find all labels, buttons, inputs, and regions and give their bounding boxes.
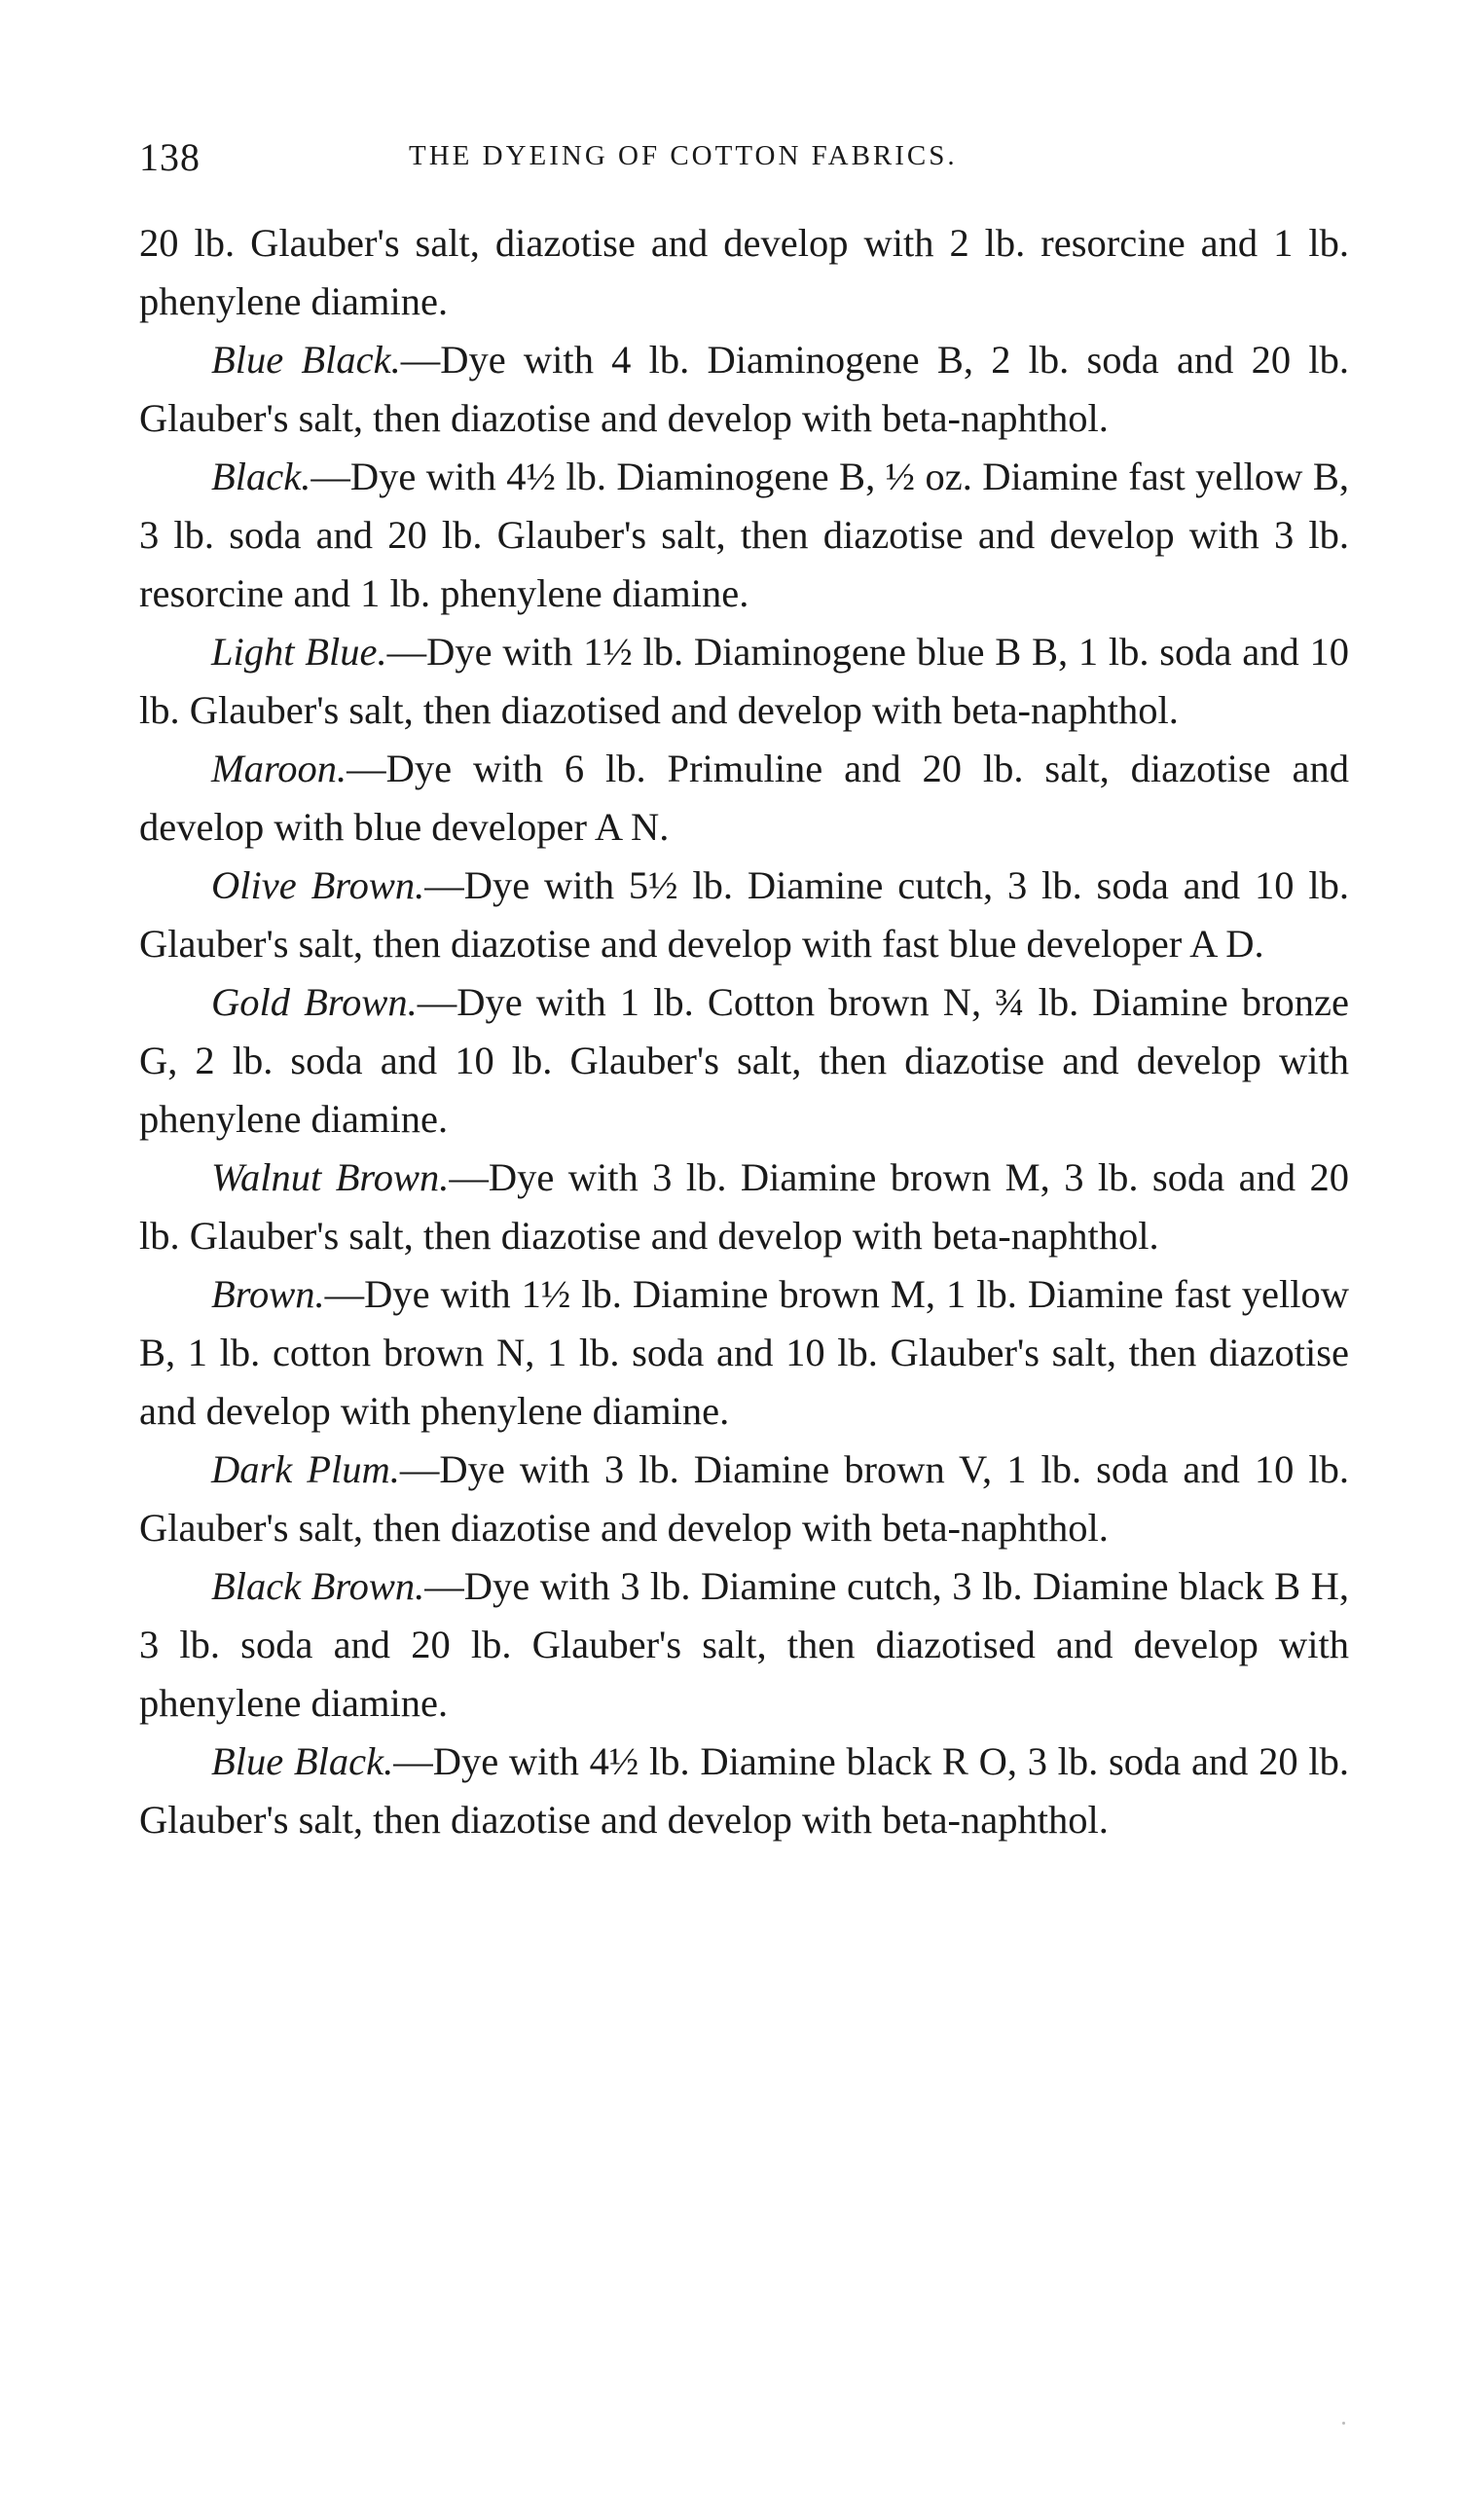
recipe-brown (139, 1265, 1349, 1441)
paragraph-text: 20 lb. Glauber's salt, diazotise and develop with 2 lb. resorcine and 1 lb. phenylene diamine. (139, 221, 1349, 323)
recipe-title: Blue Black. (211, 338, 401, 382)
recipe-title: Olive Brown. (211, 863, 425, 907)
paper-speck (1342, 2422, 1345, 2425)
recipe-text: —Dye with 1½ lb. Diaminogene blue B B, 1 lb. soda and 10 lb. Glauber's salt, then diazotised and develop with beta-naphthol. (139, 630, 1349, 732)
recipe-gold-brown (139, 973, 1349, 1149)
recipe-title: Black. (211, 455, 311, 498)
recipe-title: Gold Brown. (211, 980, 418, 1024)
recipe-title: Black Brown. (211, 1564, 425, 1608)
running-head (139, 134, 1356, 183)
recipe-title: Light Blue. (211, 630, 387, 674)
body-text (139, 214, 1349, 1849)
recipe-olive-brown (139, 857, 1349, 973)
recipe-title: Brown. (211, 1272, 325, 1316)
recipe-text: —Dye with 5½ lb. Diamine cutch, 3 lb. soda and 10 lb. Glauber's salt, then diazotise and develop with fast blue developer A D. (139, 863, 1350, 966)
recipe-title: Dark Plum. (211, 1447, 400, 1491)
recipe-blue-black (139, 331, 1349, 448)
recipe-blue-black-2 (139, 1733, 1349, 1849)
recipe-text: —Dye with 6 lb. Primuline and 20 lb. salt, diazotise and develop with blue developer A N. (139, 747, 1349, 849)
recipe-walnut-brown (139, 1149, 1349, 1265)
recipe-text: —Dye with 1 lb. Cotton brown N, ¾ lb. Diamine bronze G, 2 lb. soda and 10 lb. Glauber's salt, then diazotise and develop with phenylene diamine. (139, 980, 1349, 1141)
recipe-dark-plum (139, 1441, 1349, 1557)
recipe-maroon (139, 740, 1349, 857)
recipe-text: —Dye with 1½ lb. Diamine brown M, 1 lb. Diamine fast yellow B, 1 lb. cotton brown N, 1 lb. soda and 10 lb. Glauber's salt, then diazotise and develop with phenylene diamine. (139, 1272, 1349, 1433)
recipe-text: —Dye with 3 lb. Diamine cutch, 3 lb. Diamine black B H, 3 lb. soda and 20 lb. Glauber's salt, then diazotised and develop with phenylene diamine. (139, 1564, 1349, 1725)
recipe-text: —Dye with 3 lb. Diamine brown M, 3 lb. soda and 20 lb. Glauber's salt, then diazotise and develop with beta-naphthol. (139, 1155, 1349, 1258)
running-title: THE DYEING OF COTTON FABRICS. (409, 140, 958, 171)
recipe-black-brown (139, 1557, 1349, 1733)
recipe-text: —Dye with 4½ lb. Diaminogene B, ½ oz. Diamine fast yellow B, 3 lb. soda and 20 lb. Glauber's salt, then diazotise and develop with 3 lb. resorcine and 1 lb. phenylene diamine. (139, 455, 1349, 615)
recipe-text: —Dye with 4 lb. Diaminogene B, 2 lb. soda and 20 lb. Glauber's salt, then diazotise and develop with beta-naphthol. (139, 338, 1349, 440)
recipe-title: Blue Black. (211, 1739, 394, 1783)
recipe-black (139, 448, 1349, 623)
recipe-title: Maroon. (211, 747, 347, 790)
recipe-text: —Dye with 4½ lb. Diamine black R O, 3 lb. soda and 20 lb. Glauber's salt, then diazotise and develop with beta-naphthol. (139, 1739, 1349, 1842)
recipe-title: Walnut Brown. (211, 1155, 450, 1199)
page-number: 138 (139, 135, 201, 179)
recipe-text: —Dye with 3 lb. Diamine brown V, 1 lb. soda and 10 lb. Glauber's salt, then diazotise and develop with beta-naphthol. (139, 1447, 1349, 1550)
recipe-light-blue (139, 623, 1349, 740)
paragraph-continuation (139, 214, 1349, 331)
